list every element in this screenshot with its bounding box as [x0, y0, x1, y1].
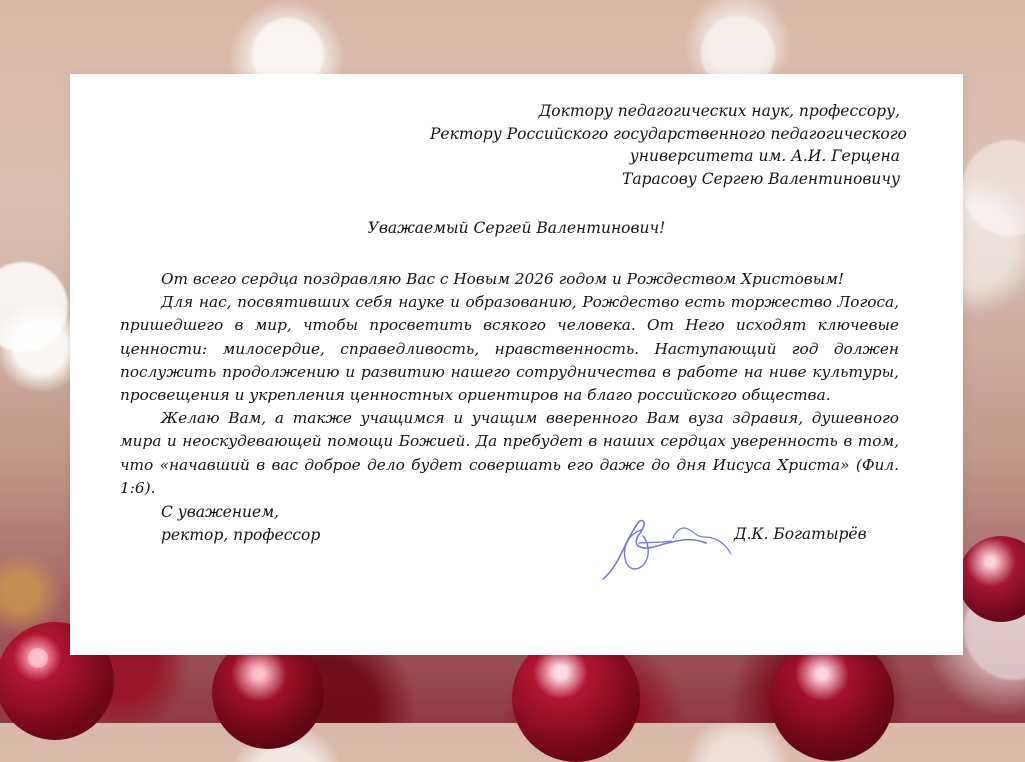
- letter-paragraph: Для нас, посвятивших себя науке и образованию, Рождество есть торжество Логоса, пришедшего в мир, чтобы просветить всякого человека. От Него исходят ключевые ценности: милосердие, справедливость, нравственность. Наступающий год должен послужить продолжению и развитию нашего сотрудничества в работе на ниве культуры, просвещения и укрепления ценностных ориентиров на благо российского общества.: [120, 293, 899, 405]
- letter-paragraph: От всего сердца поздравляю Вас с Новым 2026 годом и Рождеством Христовым!: [161, 270, 845, 288]
- background-bokeh-light: [962, 140, 1025, 236]
- background-bokeh-light: [964, 580, 1025, 680]
- recipient-line: университета им. А.И. Герцена: [629, 147, 900, 165]
- greeting-letter-card: [70, 74, 963, 655]
- christmas-ornament: [770, 637, 894, 761]
- christmas-ornament: [958, 536, 1025, 622]
- recipient-address: [430, 100, 907, 190]
- closing-line: С уважением,: [161, 503, 279, 521]
- letter-body: [120, 268, 899, 500]
- recipient-line: Ректору Российского государственного педагогического: [430, 124, 907, 143]
- signatory-title: ректор, профессор: [161, 526, 321, 544]
- ornament-highlight: [28, 648, 48, 668]
- closing-block: [161, 501, 320, 547]
- letter-paragraph: Желаю Вам, а также учащимся и учащим вверенного Вам вуза здравия, душевного мира и неоскудевающей помощи Божией. Да пребудет в наших сердцах уверенность в том, что «начавший в вас доброе дело будет совершать его даже до дня Иисуса Христа» (Фил. 1:6).: [120, 409, 899, 497]
- salutation: Уважаемый Сергей Валентинович!: [367, 219, 666, 237]
- recipient-line: Тарасову Сергею Валентиновичу: [622, 169, 900, 188]
- signatory-name: Д.К. Богатырёв: [734, 525, 867, 543]
- recipient-line: Доктору педагогических наук, профессору,: [538, 102, 900, 120]
- background-bokeh-light: [0, 262, 68, 352]
